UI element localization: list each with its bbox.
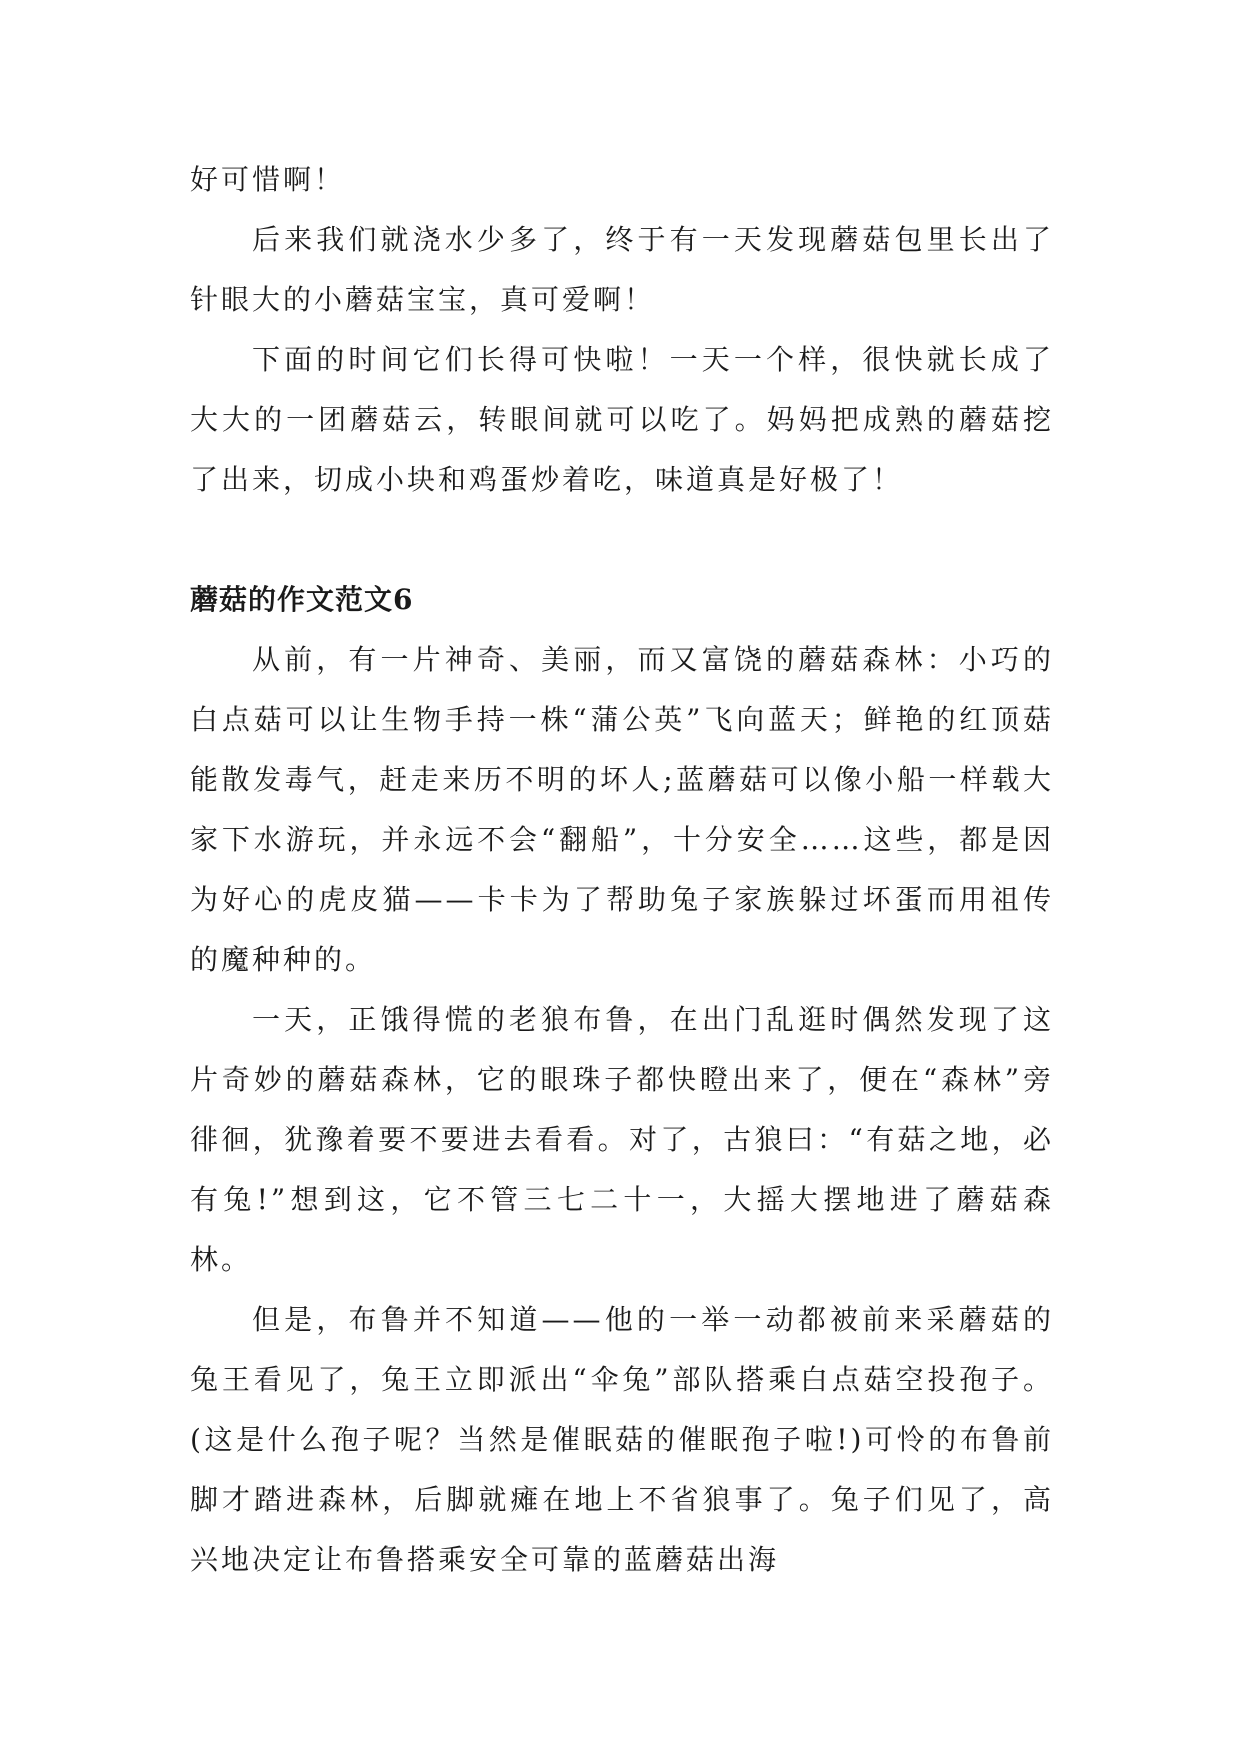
document-body bbox=[190, 150, 1054, 1590]
section-heading: 蘑菇的作文范文6 bbox=[190, 583, 414, 616]
section-spacer bbox=[190, 510, 1054, 570]
paragraph: 但是，布鲁并不知道——他的一举一动都被前来采蘑菇的兔王看见了，兔王立即派出“伞兔”部队搭乘白点菇空投孢子。(这是什么孢子呢？当然是催眠菇的催眠孢子啦!)可怜的布鲁前脚才踏进森林，后脚就瘫在地上不省狼事了。兔子们见了，高兴地决定让布鲁搭乘安全可靠的蓝蘑菇出海 bbox=[190, 1303, 1054, 1576]
paragraph: 从前，有一片神奇、美丽，而又富饶的蘑菇森林：小巧的白点菇可以让生物手持一株“蒲公英”飞向蓝天；鲜艳的红顶菇能散发毒气，赶走来历不明的坏人;蓝蘑菇可以像小船一样载大家下水游玩，并永远不会“翻船”，十分安全……这些，都是因为好心的虎皮猫——卡卡为了帮助兔子家族躲过坏蛋而用祖传的魔种种的。 bbox=[190, 643, 1054, 976]
paragraph: 后来我们就浇水少多了，终于有一天发现蘑菇包里长出了针眼大的小蘑菇宝宝，真可爱啊！ bbox=[190, 223, 1054, 316]
paragraph-continuation: 好可惜啊！ bbox=[190, 163, 346, 196]
paragraph: 下面的时间它们长得可快啦！一天一个样，很快就长成了大大的一团蘑菇云，转眼间就可以吃了。妈妈把成熟的蘑菇挖了出来，切成小块和鸡蛋炒着吃，味道真是好极了！ bbox=[190, 343, 1054, 496]
paragraph: 一天，正饿得慌的老狼布鲁，在出门乱逛时偶然发现了这片奇妙的蘑菇森林，它的眼珠子都快瞪出来了，便在“森林”旁徘徊，犹豫着要不要进去看看。对了，古狼曰：“有菇之地，必有兔!”想到这，它不管三七二十一，大摇大摆地进了蘑菇森林。 bbox=[190, 1003, 1054, 1276]
